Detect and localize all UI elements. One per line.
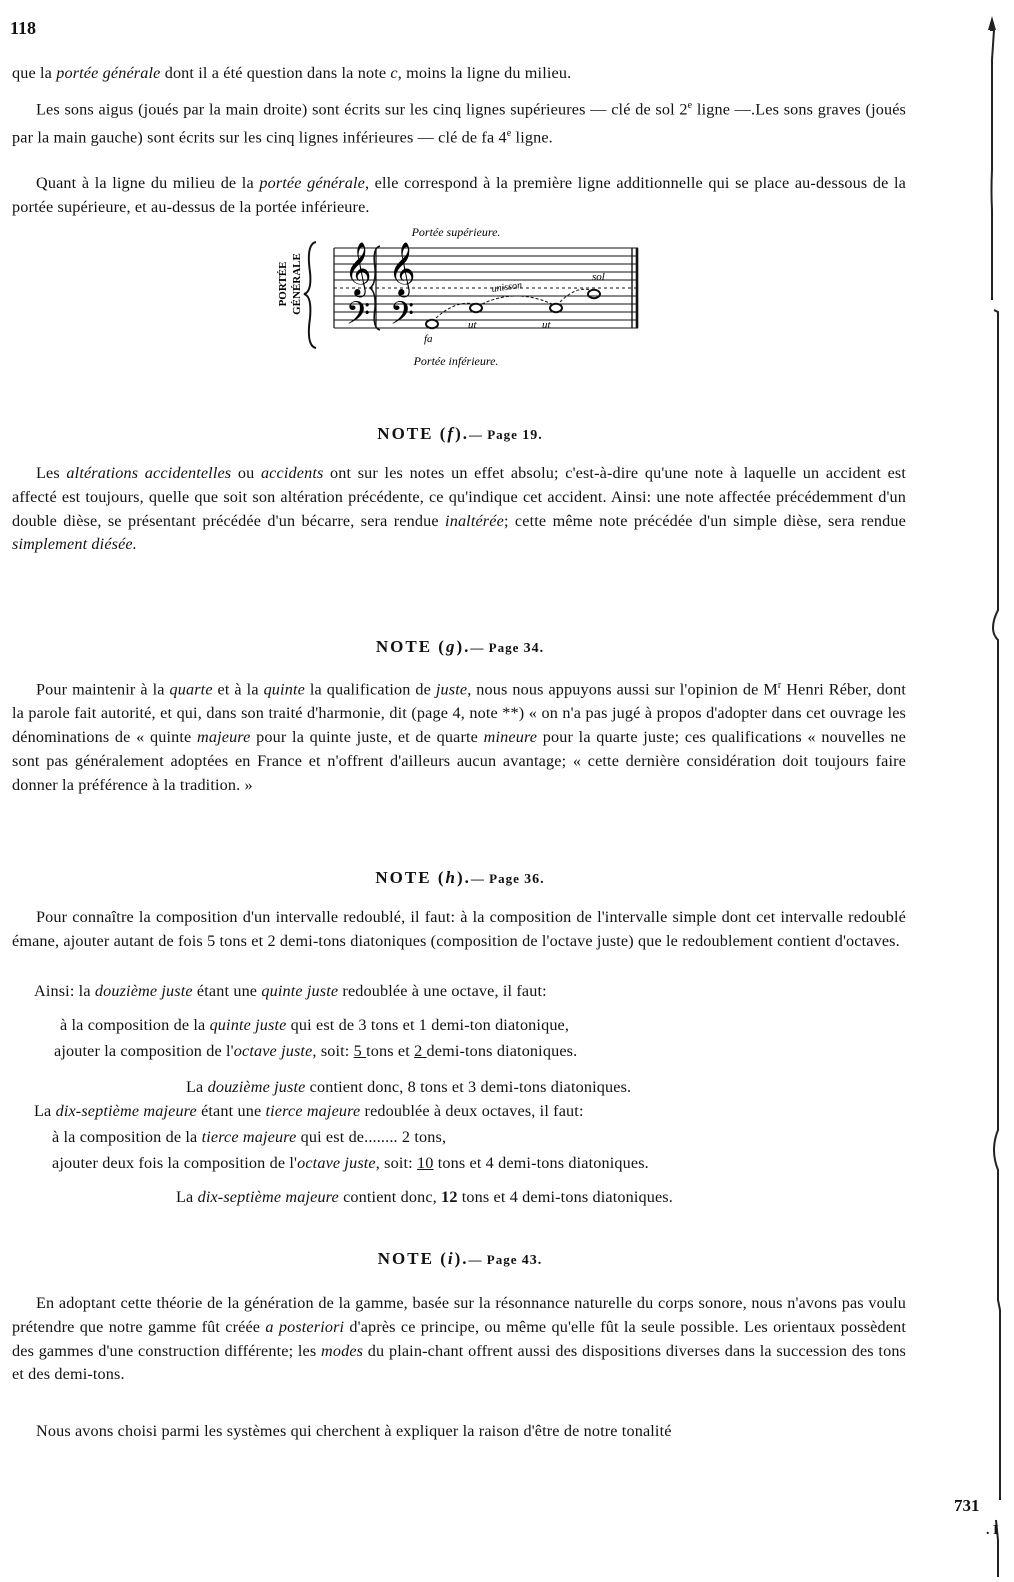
note-f-heading: NOTE (f).— Page 19. xyxy=(377,424,543,443)
note-g-heading: NOTE (g).— Page 34. xyxy=(375,637,545,656)
label-unisson: unisson xyxy=(490,279,523,295)
note-ut-1 xyxy=(470,304,482,312)
h-line-ajouter-2: ajouter deux fois la composition de l'octave juste, soit: 10 tons et 4 demi-tons diatoniques. xyxy=(52,1154,649,1172)
binding-edge-decoration xyxy=(960,0,1014,1577)
h-line-dix-septieme-total: La dix-septième majeure contient donc, 12 tons et 4 demi-tons diatoniques. xyxy=(176,1188,673,1206)
h-line-dix-septieme: La dix-septième majeure étant une tierce majeure redoublée à deux octaves, il faut: xyxy=(34,1102,584,1120)
paragraph-ligne-du-milieu: Quant à la ligne du milieu de la portée générale, elle correspond à la première ligne additionnelle qui se place au-dessous de la portée supérieure, et au-dessus de la portée inférieure. xyxy=(12,174,906,216)
paragraph-note-i-1: En adoptant cette théorie de la génération de la gamme, basée sur la résonnance naturelle du corps sonore, nous n'avons pas voulu prétendre que notre gamme fût créée a posteriori d'après ce principe, ou même qu'elle fût la seule possible. Les orientaux possèdent des gammes d'une construction différente; les modes du plain-chant offrent aussi des dispositions diverses dans la succession des tons et des demi-tons. xyxy=(12,1294,907,1384)
paragraph-note-h: Pour connaître la composition d'un intervalle redoublé, il faut: à la composition de l'intervalle simple dont cet intervalle redoublé émane, ajouter autant de fois 5 tons et 2 demi-tons diatoniques (composition de l'octave juste) que le redoublement contient d'octaves. xyxy=(12,908,906,950)
portee-generale-figure xyxy=(276,222,648,372)
paragraph-note-i-2: Nous avons choisi parmi les systèmes qui cherchent à expliquer la raison d'être de notre tonalité xyxy=(36,1422,672,1440)
note-fa xyxy=(426,320,438,328)
label-portee-superieure: Portée supérieure. xyxy=(411,225,501,239)
paragraph-sons-aigus-graves: Les sons aigus (joués par la main droite) sont écrits sur les cinq lignes supérieures — clé de sol 2e ligne —.Les sons graves (joués par la main gauche) sont écrits sur les cinq lignes inférieures — clé de fa 4e ligne. xyxy=(12,100,906,147)
note-sol xyxy=(588,290,600,298)
label-fa: fa xyxy=(424,333,433,345)
note-ut-2 xyxy=(550,304,562,312)
bass-clef-icon: 𝄢 xyxy=(345,295,371,339)
paragraph-note-g: Pour maintenir à la quarte et à la quinte la qualification de juste, nous nous appuyons aussi sur l'opinion de $M^r$ Henri Réber, dont la parole fait autorité, et qui, dans son traité d'harmonie, dit (page 4, note **) « on n'a pas jugé à propos d'adopter dans cet ouvrage les dénominations de « quinte majeure pour la quinte juste, et de quarte mineure pour la quarte juste; ces qualifications « nouvelles ne sont pas généralement adoptées en France et n'offrent d'ailleurs aucun avantage; « cette dernière considération doit toujours faire donner la préférence à la tradition. » xyxy=(12,680,907,794)
bass-clef-icon-2: 𝄢 xyxy=(389,295,415,339)
treble-clef-icon: 𝄞 xyxy=(344,241,372,295)
label-portee-inferieure: Portée inférieure. xyxy=(413,354,499,368)
note-h-heading: NOTE (h).— Page 36. xyxy=(375,868,545,887)
page-number: 118 xyxy=(10,18,37,38)
side-label-generale: GÉNÉRALE xyxy=(291,253,303,315)
footer-page-number: 731 xyxy=(954,1496,980,1515)
h-line-quinte: à la composition de la quinte juste qui est de 3 tons et 1 demi-ton diatonique, xyxy=(60,1016,570,1034)
h-line-tierce: à la composition de la tierce majeure qui est de........ 2 tons, xyxy=(52,1128,447,1146)
paragraph-portee-generale: que la portée générale dont il a été question dans la note c, moins la ligne du milieu. xyxy=(12,64,572,82)
side-label-portee: PORTÉE xyxy=(277,261,289,307)
h-line-douzieme-total: La douzième juste contient donc, 8 tons et 3 demi-tons diatoniques. xyxy=(186,1078,632,1096)
h-line-ainsi: Ainsi: la douzième juste étant une quinte juste redoublée à une octave, il faut: xyxy=(34,982,547,1000)
brace-left xyxy=(304,242,316,348)
footer-mark: . I xyxy=(986,1523,999,1538)
treble-clef-icon-2: 𝄞 xyxy=(388,241,416,295)
staff-diagram xyxy=(276,222,648,372)
label-ut-2: ut xyxy=(542,319,551,331)
h-line-ajouter-1: ajouter la composition de l'octave juste, soit: 5 tons et 2 demi-tons diatoniques. xyxy=(54,1042,578,1060)
paragraph-note-f: Les altérations accidentelles ou accidents ont sur les notes un effet absolu; c'est-à-dire qu'une note à laquelle un accident est affecté est toujours, quelle que soit son altération précédente, ce qu'indique cet accident. Ainsi: une note affectée précédemment d'un double dièse, se présentant précédée d'un bécarre, sera rendue inaltérée; cette même note précédée d'un simple dièse, sera rendue simplement diésée. xyxy=(12,464,907,554)
label-ut-1: ut xyxy=(468,319,477,331)
note-i-heading: NOTE (i).— Page 43. xyxy=(377,1249,543,1268)
label-sol: sol xyxy=(592,271,605,283)
